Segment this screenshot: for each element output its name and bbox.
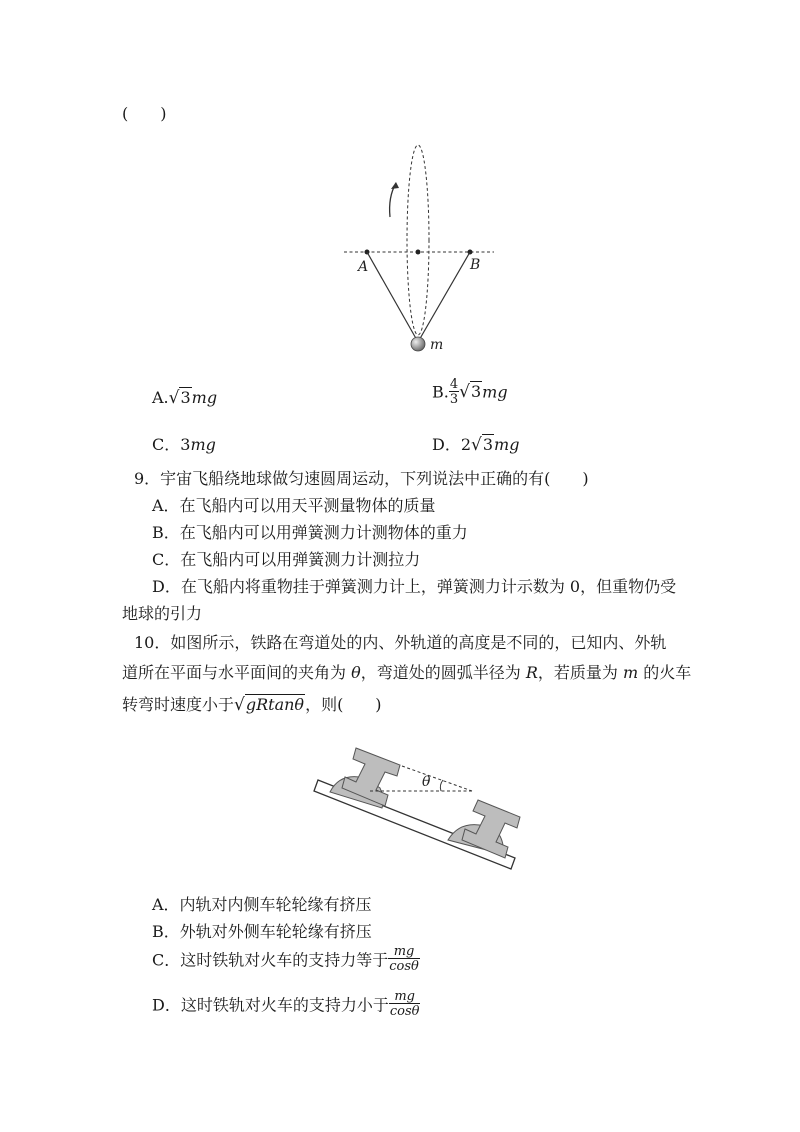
incline-dashed — [402, 766, 472, 791]
answer-bracket: ( ) — [122, 104, 167, 123]
q8-option-b[interactable] — [432, 378, 508, 406]
rail-figure — [310, 728, 530, 878]
q10-stem-line1: 10．如图所示，铁路在弯道处的内、外轨道的高度是不同的，已知内、外轨 — [134, 633, 667, 652]
sqrt-3: √3 — [471, 435, 494, 455]
option-c-prefix: C．3 — [152, 435, 191, 454]
q10-stem-line2: 道所在平面与水平面间的夹角为 θ，弯道处的圆弧半径为 R，若质量为 m 的火车 — [122, 663, 692, 682]
unit-mg: mg — [482, 382, 508, 402]
string-b — [418, 252, 470, 342]
unit-mg: mg — [494, 435, 520, 454]
unit-mg: mg — [190, 435, 216, 454]
q9-option-d-line1[interactable]: D．在飞船内将重物挂于弹簧测力计上，弹簧测力计示数为 0，但重物仍受 — [152, 577, 677, 596]
angle-arc — [440, 780, 443, 791]
orbit-ellipse — [407, 145, 429, 335]
sqrt-3: √3 — [168, 388, 191, 408]
q8-option-c[interactable] — [152, 432, 216, 455]
q9-option-a[interactable]: A．在飞船内可以用天平测量物体的质量 — [152, 496, 436, 515]
option-b-prefix: B. — [432, 382, 449, 402]
fraction-4-3: $\frac{4}{3}$ — [449, 377, 459, 407]
unit-mg: mg — [191, 388, 218, 407]
q10-stem-line3: 转弯时速度小于√gRtanθ，则( ) — [122, 695, 382, 715]
fraction-mg-cos: $\frac{mg}{\cos\theta}$ — [389, 944, 419, 974]
center-point — [416, 250, 421, 255]
q9-option-c[interactable]: C．在飞船内可以用弹簧测力计测拉力 — [152, 550, 421, 569]
arrow-head — [391, 182, 399, 189]
q9-option-b[interactable]: B．在飞船内可以用弹簧测力计测物体的重力 — [152, 523, 468, 542]
q8-option-d[interactable] — [432, 432, 519, 455]
theta-label: θ — [422, 774, 431, 790]
fraction-mg-cos: $\frac{mg}{\cos\theta}$ — [389, 989, 420, 1019]
q9-stem: 9．宇宙飞船绕地球做匀速圆周运动，下列说法中正确的有( ) — [134, 469, 589, 488]
q10-option-d[interactable]: D．这时铁轨对火车的支持力小于 $\frac{mg}{\cos\theta}$ — [152, 989, 420, 1019]
option-a-prefix: A. — [152, 388, 169, 407]
option-d-prefix: D．2 — [432, 435, 472, 454]
label-b: B — [470, 257, 481, 273]
string-a — [367, 252, 418, 342]
label-a: A — [358, 259, 369, 275]
q10-option-b[interactable]: B．外轨对外侧车轮轮缘有挤压 — [152, 922, 372, 941]
q8-option-a[interactable] — [152, 388, 217, 408]
pendulum-figure — [330, 135, 510, 365]
label-m: m — [430, 337, 444, 353]
sqrt-gRtan: √gRtanθ — [234, 695, 305, 715]
q10-option-a[interactable]: A．内轨对内侧车轮轮缘有挤压 — [152, 895, 372, 914]
sqrt-3: √3 — [459, 382, 482, 402]
q9-option-d-line2: 地球的引力 — [122, 604, 203, 623]
q10-option-c[interactable]: C．这时铁轨对火车的支持力等于 $\frac{mg}{\cos\theta}$ — [152, 944, 419, 974]
ball — [411, 337, 425, 351]
